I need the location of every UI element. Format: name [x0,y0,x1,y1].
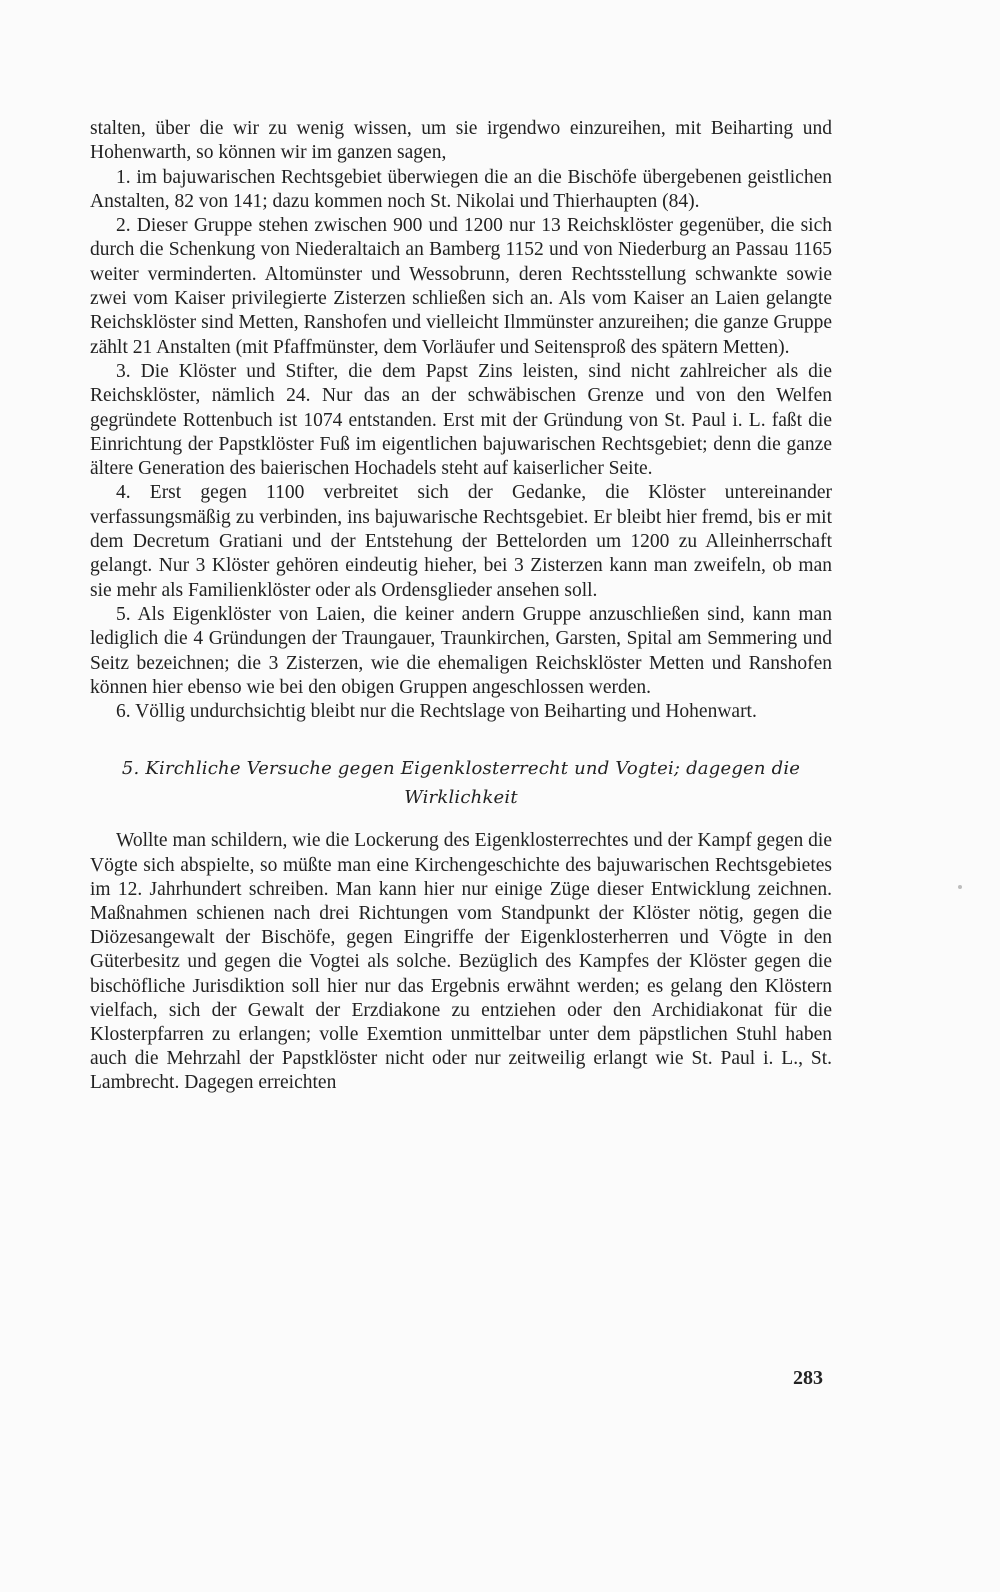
section-heading-line-1: 5. Kirchliche Versuche gegen Eigenklosterrecht und Vogtei; dagegen die [121,758,801,780]
page-body [90,117,832,1096]
scan-speck [958,885,962,889]
paragraph-point-2: 2. Dieser Gruppe stehen zwischen 900 und 1200 nur 13 Reichsklöster gegenüber, die sich durch die Schenkung von Niederaltaich an Bamberg 1152 und von Niederburg an Passau 1165 weiter verminderten. Altomünster und Wessobrunn, deren Rechtsstellung schwankte sowie zwei vom Kaiser privilegierte Zisterzen schließen sich an. Als vom Kaiser an Laien gelangte Reichsklöster sind Metten, Ranshofen und vielleicht Ilmmünster anzureihen; die ganze Gruppe zählt 21 Anstalten (mit Pfaffmünster, dem Vorläufer und Seitensproß des spätern Metten). [90,215,832,358]
section-body-paragraph: Wollte man schildern, wie die Lockerung des Eigenklosterrechtes und der Kampf gegen die Vögte sich abspielte, so müßte man eine Kirchengeschichte des bajuwarischen Rechtsgebietes im 12. Jahrhundert schreiben. Man kann hier nur einige Züge dieser Entwicklung zeichnen. Maßnahmen schienen nach drei Richtungen vom Standpunkt der Klöster nötig, gegen die Diözesangewalt der Bischöfe, gegen Eingriffe der Eigenklosterherren und Vögte in den Güterbesitz und gegen die Vogtei als solche. Bezüglich des Kampfes der Klöster gegen die bischöfliche Jurisdiktion soll hier nur das Ergebnis erwähnt werden; es gelang den Klöstern vielfach, sich der Gewalt der Erzdiakone zu entziehen oder den Archidiakonat für die Klosterpfarren zu erlangen; volle Exemtion unmittelbar unter dem päpstlichen Stuhl haben auch die Mehrzahl der Papstklöster nicht oder nur zeitweilig erlangt wie St. Paul i. L., St. Lambrecht. Dagegen erreichten [90,830,832,1094]
paragraph-continuation: stalten, über die wir zu wenig wissen, um sie irgendwo einzureihen, mit Beiharting und Hohenwarth, so können wir im ganzen sagen, [90,118,832,164]
section-heading [90,754,832,812]
paragraph-point-5: 5. Als Eigenklöster von Laien, die keiner andern Gruppe anzuschließen sind, kann man lediglich die 4 Gründungen der Traungauer, Traunkirchen, Garsten, Spital am Semmering und Seitz bezeichnen; die 3 Zisterzen, wie die ehemaligen Reichsklöster Metten und Ranshofen können hier ebenso wie bei den obigen Gruppen angeschlossen werden. [90,603,832,698]
paragraph-point-6: 6. Völlig undurchsichtig bleibt nur die Rechtslage von Beiharting und Hohenwart. [116,701,757,723]
section-heading-line-2: Wirklichkeit [404,787,518,809]
page-number: 283 [793,1367,823,1389]
paragraph-point-4: 4. Erst gegen 1100 verbreitet sich der Gedanke, die Klöster untereinander verfassungsmäßig zu verbinden, ins bajuwarische Rechtsgebiet. Er bleibt hier fremd, bis er mit dem Decretum Gratiani und der Entstehung der Bettelorden um 1200 zu Alleinherrschaft gelangt. Nur 3 Klöster gehören eindeutig hieher, bei 3 Zisterzen kann man zweifeln, ob man sie mehr als Familienklöster oder als Ordensglieder ansehen soll. [90,482,832,601]
paragraph-point-3: 3. Die Klöster und Stifter, die dem Papst Zins leisten, sind nicht zahlreicher als die Reichsklöster, nämlich 24. Nur das an der schwäbischen Grenze und von den Welfen gegründete Rottenbuch ist 1074 entstanden. Erst mit der Gründung von St. Paul i. L. faßt die Einrichtung der Papstklöster Fuß im eigentlichen bajuwarischen Rechtsgebiet; denn die ganze ältere Generation des baierischen Hochadels steht auf kaiserlicher Seite. [90,360,832,480]
paragraph-point-1: 1. im bajuwarischen Rechtsgebiet überwiegen die an die Bischöfe übergebenen geistlichen Anstalten, 82 von 141; dazu kommen noch St. Nikolai und Thierhaupten (84). [90,166,832,212]
